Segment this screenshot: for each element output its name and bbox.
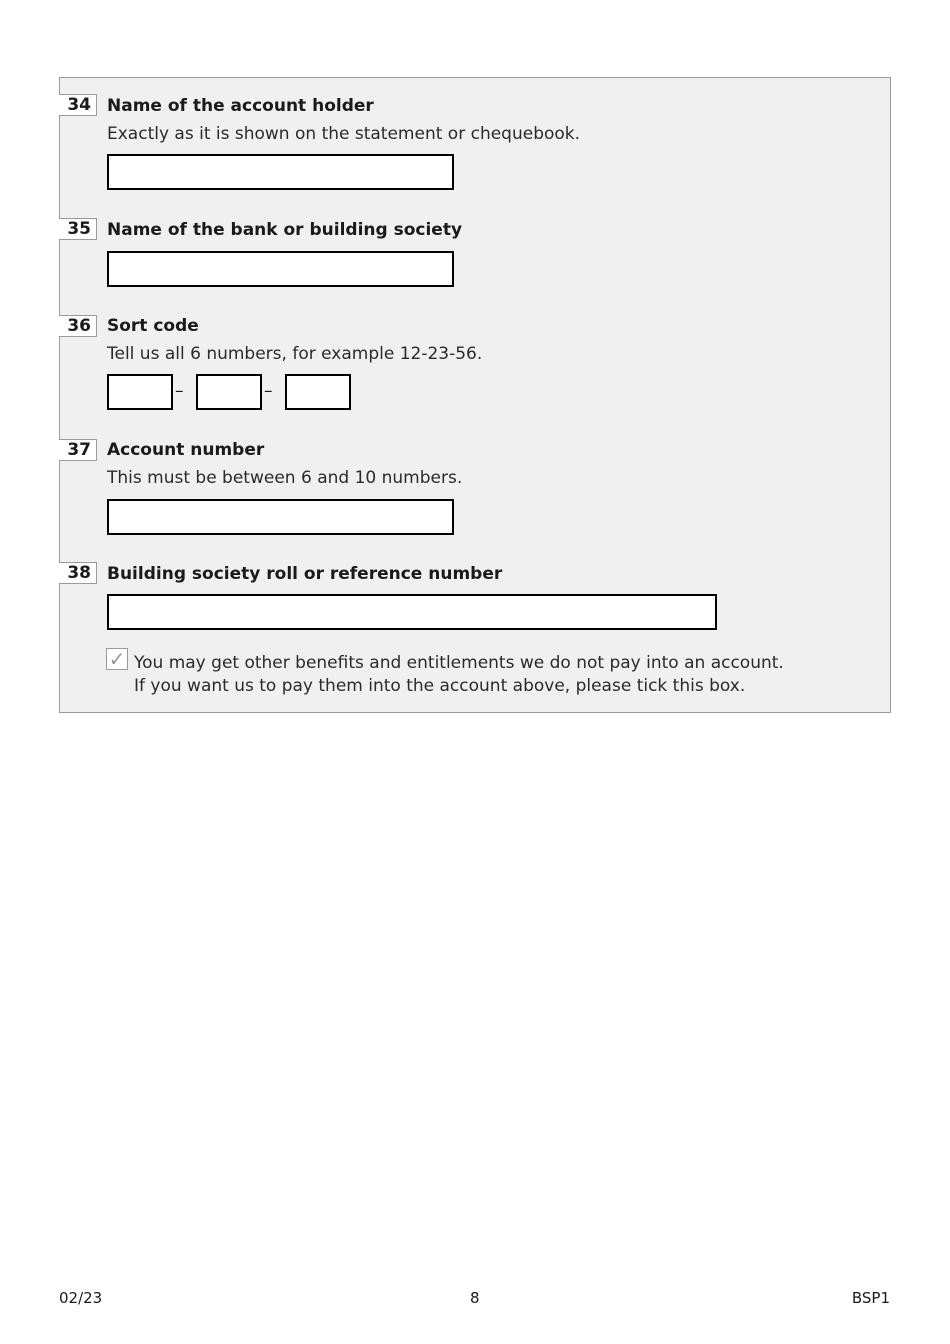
question-number-34: 34	[59, 94, 97, 116]
pay-other-benefits-label	[134, 652, 784, 698]
question-title-account-number: Account number	[107, 440, 265, 460]
hint-sort-code: Tell us all 6 numbers, for example 12-23-56.	[107, 344, 483, 364]
footer-form-code: BSP1	[851, 1289, 890, 1307]
footer-page-number: 8	[470, 1289, 480, 1307]
question-number-37: 37	[59, 439, 97, 461]
pay-other-benefits-checkbox[interactable]	[106, 648, 128, 670]
sort-code-separator: –	[175, 381, 184, 401]
sort-code-separator: –	[264, 381, 273, 401]
question-title-account-holder: Name of the account holder	[107, 96, 374, 116]
pay-other-benefits-line-1: You may get other benefits and entitlements we do not pay into an account.	[134, 653, 784, 673]
sort-code-part-1-input[interactable]	[107, 374, 173, 410]
question-title-sort-code: Sort code	[107, 316, 199, 336]
sort-code-part-3-input[interactable]	[285, 374, 351, 410]
sort-code-part-2-input[interactable]	[196, 374, 262, 410]
check-mark-icon: ✓	[108, 647, 126, 671]
account-number-input[interactable]	[107, 499, 454, 535]
question-number-36: 36	[59, 315, 97, 337]
question-title-roll-number: Building society roll or reference number	[107, 564, 503, 584]
bank-name-input[interactable]	[107, 251, 454, 287]
roll-reference-number-input[interactable]	[107, 594, 717, 630]
pay-other-benefits-line-2: If you want us to pay them into the account above, please tick this box.	[134, 676, 746, 696]
hint-account-holder: Exactly as it is shown on the statement or chequebook.	[107, 124, 581, 144]
footer-date: 02/23	[59, 1289, 103, 1307]
hint-account-number: This must be between 6 and 10 numbers.	[107, 468, 463, 488]
question-number-38: 38	[59, 562, 97, 584]
question-number-35: 35	[59, 218, 97, 240]
question-title-bank-name: Name of the bank or building society	[107, 220, 463, 240]
account-holder-name-input[interactable]	[107, 154, 454, 190]
